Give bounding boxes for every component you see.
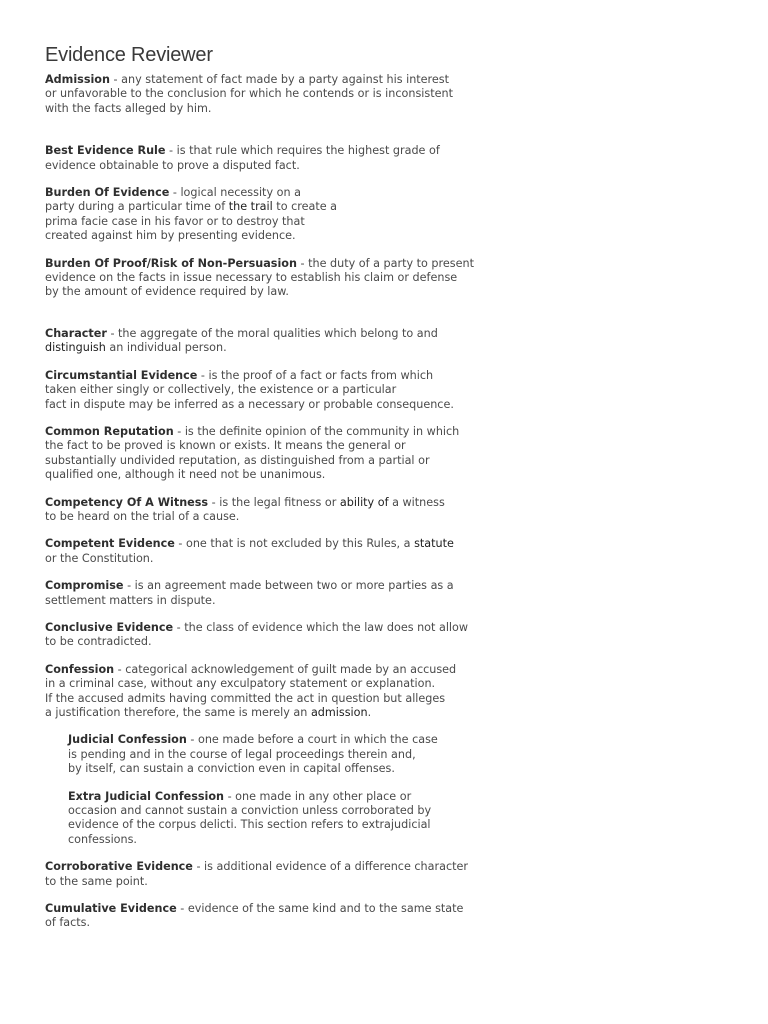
entry-line [45,73,735,87]
entry-line [45,369,735,383]
entry-conclusive-evidence [45,621,735,650]
entry-line [45,579,735,593]
entry-text: is pending and in the course of legal proceedings therein and, [68,747,416,761]
page-title: Evidence Reviewer [45,44,213,66]
entry-highlight: distinguish [45,341,106,355]
entry-text: - evidence of the same kind and to the same state [176,902,464,916]
entry-text: - the duty of a party to present [296,256,474,270]
entry-term: Cumulative Evidence [45,902,177,916]
entry-line [45,902,735,916]
entry-text: - is an agreement made between two or more parties as a [123,579,454,593]
entry-confession [45,663,735,721]
entry-line [45,621,735,635]
entry-compromise [45,579,735,608]
entry-text: an individual person. [105,341,227,355]
entry-term: Best Evidence Rule [45,144,166,158]
entry-line [45,706,735,720]
entry-text: evidence on the facts in issue necessary to establish his claim or defense [45,271,458,285]
entry-highlight: admission [310,706,368,719]
entry-term: Burden Of Proof/Risk of Non-Persuasion [45,256,297,270]
entry-text: evidence obtainable to prove a disputed fact. [45,158,300,172]
entry-text: taken either singly or collectively, the existence or a particular [45,383,397,397]
entry-text: created against him by presenting evidence. [45,229,296,243]
entry-text: prima facie case in his favor or to destroy that [45,214,305,228]
entry-line [45,186,735,200]
entry-character [45,327,735,356]
entry-term: Common Reputation [45,424,174,438]
entry-competency-of-a-witness [45,496,735,525]
entry-line [45,144,735,158]
entry-line [45,200,735,214]
entry-text: - any statement of fact made by a party against his interest [109,73,450,86]
entry-text: or the Constitution. [45,551,154,565]
entry-line [45,257,735,271]
entry-line [45,341,735,355]
entry-line [45,425,735,439]
entry-term: Confession [45,662,115,676]
entry-text: to be contradicted. [45,635,152,649]
entry-line [45,496,735,510]
entry-text: a justification therefore, the same is merely an [45,706,311,719]
entry-highlight: ability of [339,495,389,509]
entry-line [45,327,735,341]
entry-text: to be heard on the trial of a cause. [45,509,240,523]
entry-text: with the facts alleged by him. [45,101,212,115]
entry-text: party during a particular time of [45,200,229,214]
entry-admission [45,73,735,116]
entry-term: Character [45,326,107,340]
entry-corroborative-evidence [45,860,735,889]
entry-text: occasion and cannot sustain a conviction unless corroborated by [68,804,432,818]
entry-text: of facts. [45,916,91,930]
entry-line [45,663,735,677]
entry-text: by the amount of evidence required by law. [45,285,289,299]
entry-text: . [367,706,372,719]
entry-text: - is that rule which requires the highest grade of [165,144,440,158]
entry-burden-of-evidence [45,186,735,244]
entry-text: substantially undivided reputation, as distinguished from a partial or [45,453,430,467]
entry-cumulative-evidence [45,902,735,931]
entry-circumstantial-evidence [45,369,735,412]
entry-term: Admission [45,73,110,86]
entry-text: fact in dispute may be inferred as a necessary or probable consequence. [45,397,454,411]
entry-text: - the class of evidence which the law does not allow [173,620,469,634]
entry-term: Burden Of Evidence [45,186,170,200]
entry-term: Conclusive Evidence [45,620,174,634]
entry-text: the fact to be proved is known or exists. It means the general or [45,439,406,453]
entry-text: a witness [388,495,445,509]
entry-text: - is additional evidence of a difference character [192,860,468,874]
entry-highlight: the trail [228,200,273,214]
entry-highlight: statute [414,537,454,551]
entry-text: - one that is not excluded by this Rules, a [174,537,415,551]
entry-line [45,537,735,551]
entry-text: - one made in any other place or [224,789,412,803]
entry-text: - is the proof of a fact or facts from which [197,368,434,382]
document-page [45,44,735,931]
entry-text: qualified one, although it need not be unanimous. [45,468,326,482]
entry-term: Competency Of A Witness [45,495,209,509]
entry-competent-evidence [45,537,735,566]
entry-best-evidence-rule [45,144,735,173]
entry-term: Judicial Confession [68,733,187,747]
entry-line [68,733,735,747]
entry-text: by itself, can sustain a conviction even in capital offenses. [68,762,395,776]
entry-line [68,790,735,804]
entry-judicial-confession [68,733,735,776]
entry-common-reputation [45,425,735,483]
entry-text: or unfavorable to the conclusion for which he contends or is inconsistent [45,87,453,101]
entry-term: Corroborative Evidence [45,860,193,874]
entry-text: - is the legal fitness or [208,495,340,509]
entry-term: Competent Evidence [45,537,175,551]
entry-text: - the aggregate of the moral qualities which belong to and [106,326,438,340]
entry-text: to create a [272,200,338,214]
entry-text: - categorical acknowledgement of guilt made by an accused [114,662,457,676]
entry-text: settlement matters in dispute. [45,593,216,607]
entry-burden-of-proof [45,257,735,300]
entry-text: - one made before a court in which the case [186,733,438,747]
entry-text: - is the definite opinion of the community in which [173,424,460,438]
entry-text: evidence of the corpus delicti. This section refers to extrajudicial [68,818,431,832]
entry-text: in a criminal case, without any exculpatory statement or explanation. [45,677,436,691]
entry-term: Compromise [45,579,124,593]
entry-text: - logical necessity on a [169,186,301,200]
entry-extra-judicial-confession [68,790,735,848]
entry-text: confessions. [68,832,137,846]
entry-term: Extra Judicial Confession [68,789,225,803]
entry-line [45,860,735,874]
entry-text: to the same point. [45,874,148,888]
entry-term: Circumstantial Evidence [45,368,198,382]
entry-text: If the accused admits having committed the act in question but alleges [45,691,446,705]
